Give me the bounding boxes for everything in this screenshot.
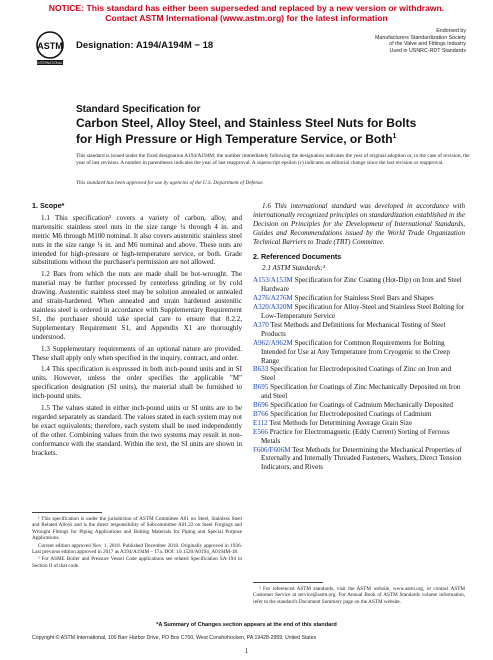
notice-line-2: Contact ASTM International (www.astm.org) for the latest information [105, 13, 388, 23]
footnote-1-edition: Current edition approved Nov. 1, 2018. Published December 2018. Originally approved in 1936. Last previous edition approved in 2017 as A194/A194M – 17a. DOI: 10.1520/A0194_A0194M-18. [32, 542, 242, 556]
reference-link[interactable]: A276/A276M [253, 294, 293, 303]
reference-title: Specification for Common Requirements for Bolting Intended for Use at Any Temperature from Cryogenic to the Creep Range [261, 338, 450, 365]
reference-link[interactable]: B633 [253, 365, 269, 374]
issuance-note: This standard is issued under the fixed designation A194/A194M; the number immediately following the designation indicates the year of original adoption or, in the case of revision, the year of last revision. A number in parentheses indicates the year of last reapproval. A superscript epsilon (ε) indicates an editorial change since the last revision or reapproval. [76, 153, 470, 166]
reference-list [253, 276, 465, 472]
notice-line-1: NOTICE: This standard has either been superseded and replaced by a new version or withdrawn. [48, 3, 445, 13]
reference-link[interactable]: B695 [253, 383, 269, 392]
left-column [32, 202, 242, 460]
title-line-3 [76, 130, 476, 146]
title-line-1: Standard Specification for [76, 104, 201, 115]
paragraph-1-1: 1.1 This specification² covers a variety of carbon, alloy, and martensitic stainless steel nuts in the size range ¼ through 4 in. and metric M6 through M100 nominal. It also covers austenitic stainless steel nuts in the size range ¼ in. and M6 nominal and above. These nuts are intended for high-pressure or high-temperature service, or both. Grade substitutions without the purchaser's permission are not allowed. [32, 213, 242, 267]
withdrawn-notice [0, 3, 493, 23]
paragraph-1-4: 1.4 This specification is expressed in both inch-pound units and in SI units. However, unless the order specifies the applicable "M" specification designation (SI units), the material shall be furnished to inch-pound units. [32, 365, 242, 401]
reference-title: Specification for Electrodeposited Coatings of Zinc on Iron and Steel [261, 365, 451, 383]
reference-title: Test Methods for Determining Average Grain Size [267, 418, 413, 427]
footnote-2: ² For ASME Boiler and Pressure Vessel Code applications see related Specification SA-194 in Section II of that code. [32, 556, 242, 569]
reference-item [253, 446, 465, 473]
paragraph-1-6: 1.6 This international standard was developed in accordance with internationally recognized principles on standardization established in the Decision on Principles for the Development of International Standards, Guides and Recommendations issued by the World Trade Organization Technical Barriers to Trade (TBT) Committee. [253, 202, 465, 246]
subsection-astm-standards: 2.1 ASTM Standards:³ [262, 264, 326, 273]
reference-item [253, 428, 465, 446]
section-heading-referenced-documents: 2. Referenced Documents [253, 251, 342, 261]
title-footnote-ref[interactable]: 1 [392, 133, 397, 140]
reference-item [253, 303, 465, 321]
reference-item [253, 339, 465, 366]
reference-link[interactable]: E112 [253, 418, 268, 427]
footnote-divider-left [32, 512, 102, 513]
reference-item [253, 276, 465, 294]
copyright-line: Copyright © ASTM International, 100 Barr Harbor Drive, PO Box C700, West Conshohocken, PA 19428-2959. United States [32, 635, 317, 641]
svg-text:INTERNATIONAL: INTERNATIONAL [37, 61, 63, 65]
section-heading-scope: 1. Scope* [32, 201, 65, 210]
reference-item [253, 383, 465, 401]
reference-title: Test Methods and Definitions for Mechanical Testing of Steel Products [261, 320, 446, 338]
reference-link[interactable]: A153/A153M [253, 276, 293, 285]
reference-item [253, 321, 465, 339]
paragraph-1-5: 1.5 The values stated in either inch-pound units or SI units are to be regarded separately as standard. The values stated in each system may not be exact equivalents; therefore, each system shall be used independently of the other. Combining values from the two systems may result in non-conformance with the standard. Within the text, the SI units are shown in brackets. [32, 404, 242, 457]
reference-link[interactable]: A370 [253, 320, 269, 329]
reference-title: Specification for Stainless Steel Bars and Shapes [292, 294, 434, 303]
reference-link[interactable]: B766 [253, 409, 269, 418]
reference-link[interactable]: A962/A962M [253, 338, 293, 347]
reference-item [253, 401, 465, 410]
footnotes-left [32, 516, 242, 570]
endorsement-block [306, 28, 466, 54]
reference-link[interactable]: F606/F606M [253, 445, 291, 454]
endorsed-line: of the Valve and Fittings Industry [389, 41, 466, 48]
reference-title: Specification for Coatings of Zinc Mechanically Deposited on Iron and Steel [261, 383, 461, 401]
reference-item [253, 419, 465, 428]
reference-title: Specification for Alloy-Steel and Stainless Steel Bolting for Low-Temperature Service [261, 303, 465, 320]
footnote-1: ¹ This specification is under the jurisdiction of ASTM Committee A01 on Steel, Stainless Steel and Related Alloys and is the direct responsibility of Subcommittee A01.22 on Steel Forgings and Wrought Fittings for Piping Applications and Bolting Materials for Piping and Special Purpose Applications. [32, 516, 242, 542]
reference-item [253, 410, 465, 419]
summary-of-changes-note: *A Summary of Changes section appears at the end of this standard [156, 622, 337, 628]
page-number: 1 [244, 647, 249, 655]
paragraph-1-2: 1.2 Bars from which the nuts are made shall be hot-wrought. The material may be further processed by centerless grinding or by cold drawing. Austenitic stainless steel may be solution annealed or annealed and strain-hardened. When annealed and strain hardened austenitic stainless steel is ordered in accordance with Supplementary Requirement S1, the purchaser should take special care to ensure that 8.2.2, Supplementary Requirement S1, and Appendix X1 are thoroughly understood. [32, 270, 242, 341]
paragraph-1-3: 1.3 Supplementary requirements of an optional nature are provided. These shall apply only when specified in the inquiry, contract, and order. [32, 344, 242, 362]
svg-text:ASTM: ASTM [37, 41, 63, 51]
endorsed-line: Endorsed by [436, 28, 466, 34]
reference-item [253, 365, 465, 383]
footnote-3: ³ For referenced ASTM standards, visit the ASTM website, www.astm.org, or contact ASTM Customer Service at service@astm.org. For Annual Book of ASTM Standards volume information, refer to the standard's Document Summary page on the ASTM website. [253, 586, 465, 605]
right-column [253, 202, 465, 472]
title-line-2: Carbon Steel, Alloy Steel, and Stainless Steel Nuts for Bolts [76, 116, 417, 130]
reference-link[interactable]: A320/A320M [253, 303, 293, 312]
reference-title: Specification for Zinc Coating (Hot-Dip) on Iron and Steel Hardware [261, 276, 462, 294]
title-line-3-text: for High Pressure or High Temperature Service, or Both [76, 132, 393, 146]
endorsed-line: Used in USNRC-RDT Standards [389, 47, 466, 54]
reference-item [253, 294, 465, 303]
reference-link[interactable]: E566 [253, 427, 268, 436]
reference-title: Practice for Electromagnetic (Eddy Current) Sorting of Ferrous Metals [261, 427, 450, 445]
dod-approval-note: This standard has been approved for use by agencies of the U.S. Department of Defense. [76, 180, 264, 186]
designation: Designation: A194/A194M − 18 [76, 40, 214, 51]
astm-logo-icon [35, 30, 65, 68]
document-title [76, 103, 476, 146]
reference-title: Test Methods for Determining the Mechanical Properties of Externally and Internally Threaded Fasteners, Washers, Direct Tension Indicators, and Rivets [261, 445, 462, 472]
reference-title: Specification for Coatings of Cadmium Mechanically Deposited [268, 401, 453, 410]
reference-link[interactable]: B696 [253, 401, 269, 410]
footnotes-right [253, 586, 465, 606]
reference-title: Specification for Electrodeposited Coatings of Cadmium [268, 409, 432, 418]
endorsed-line: Manufacturers Standardization Society [375, 34, 466, 41]
footnote-divider-right [253, 582, 323, 583]
